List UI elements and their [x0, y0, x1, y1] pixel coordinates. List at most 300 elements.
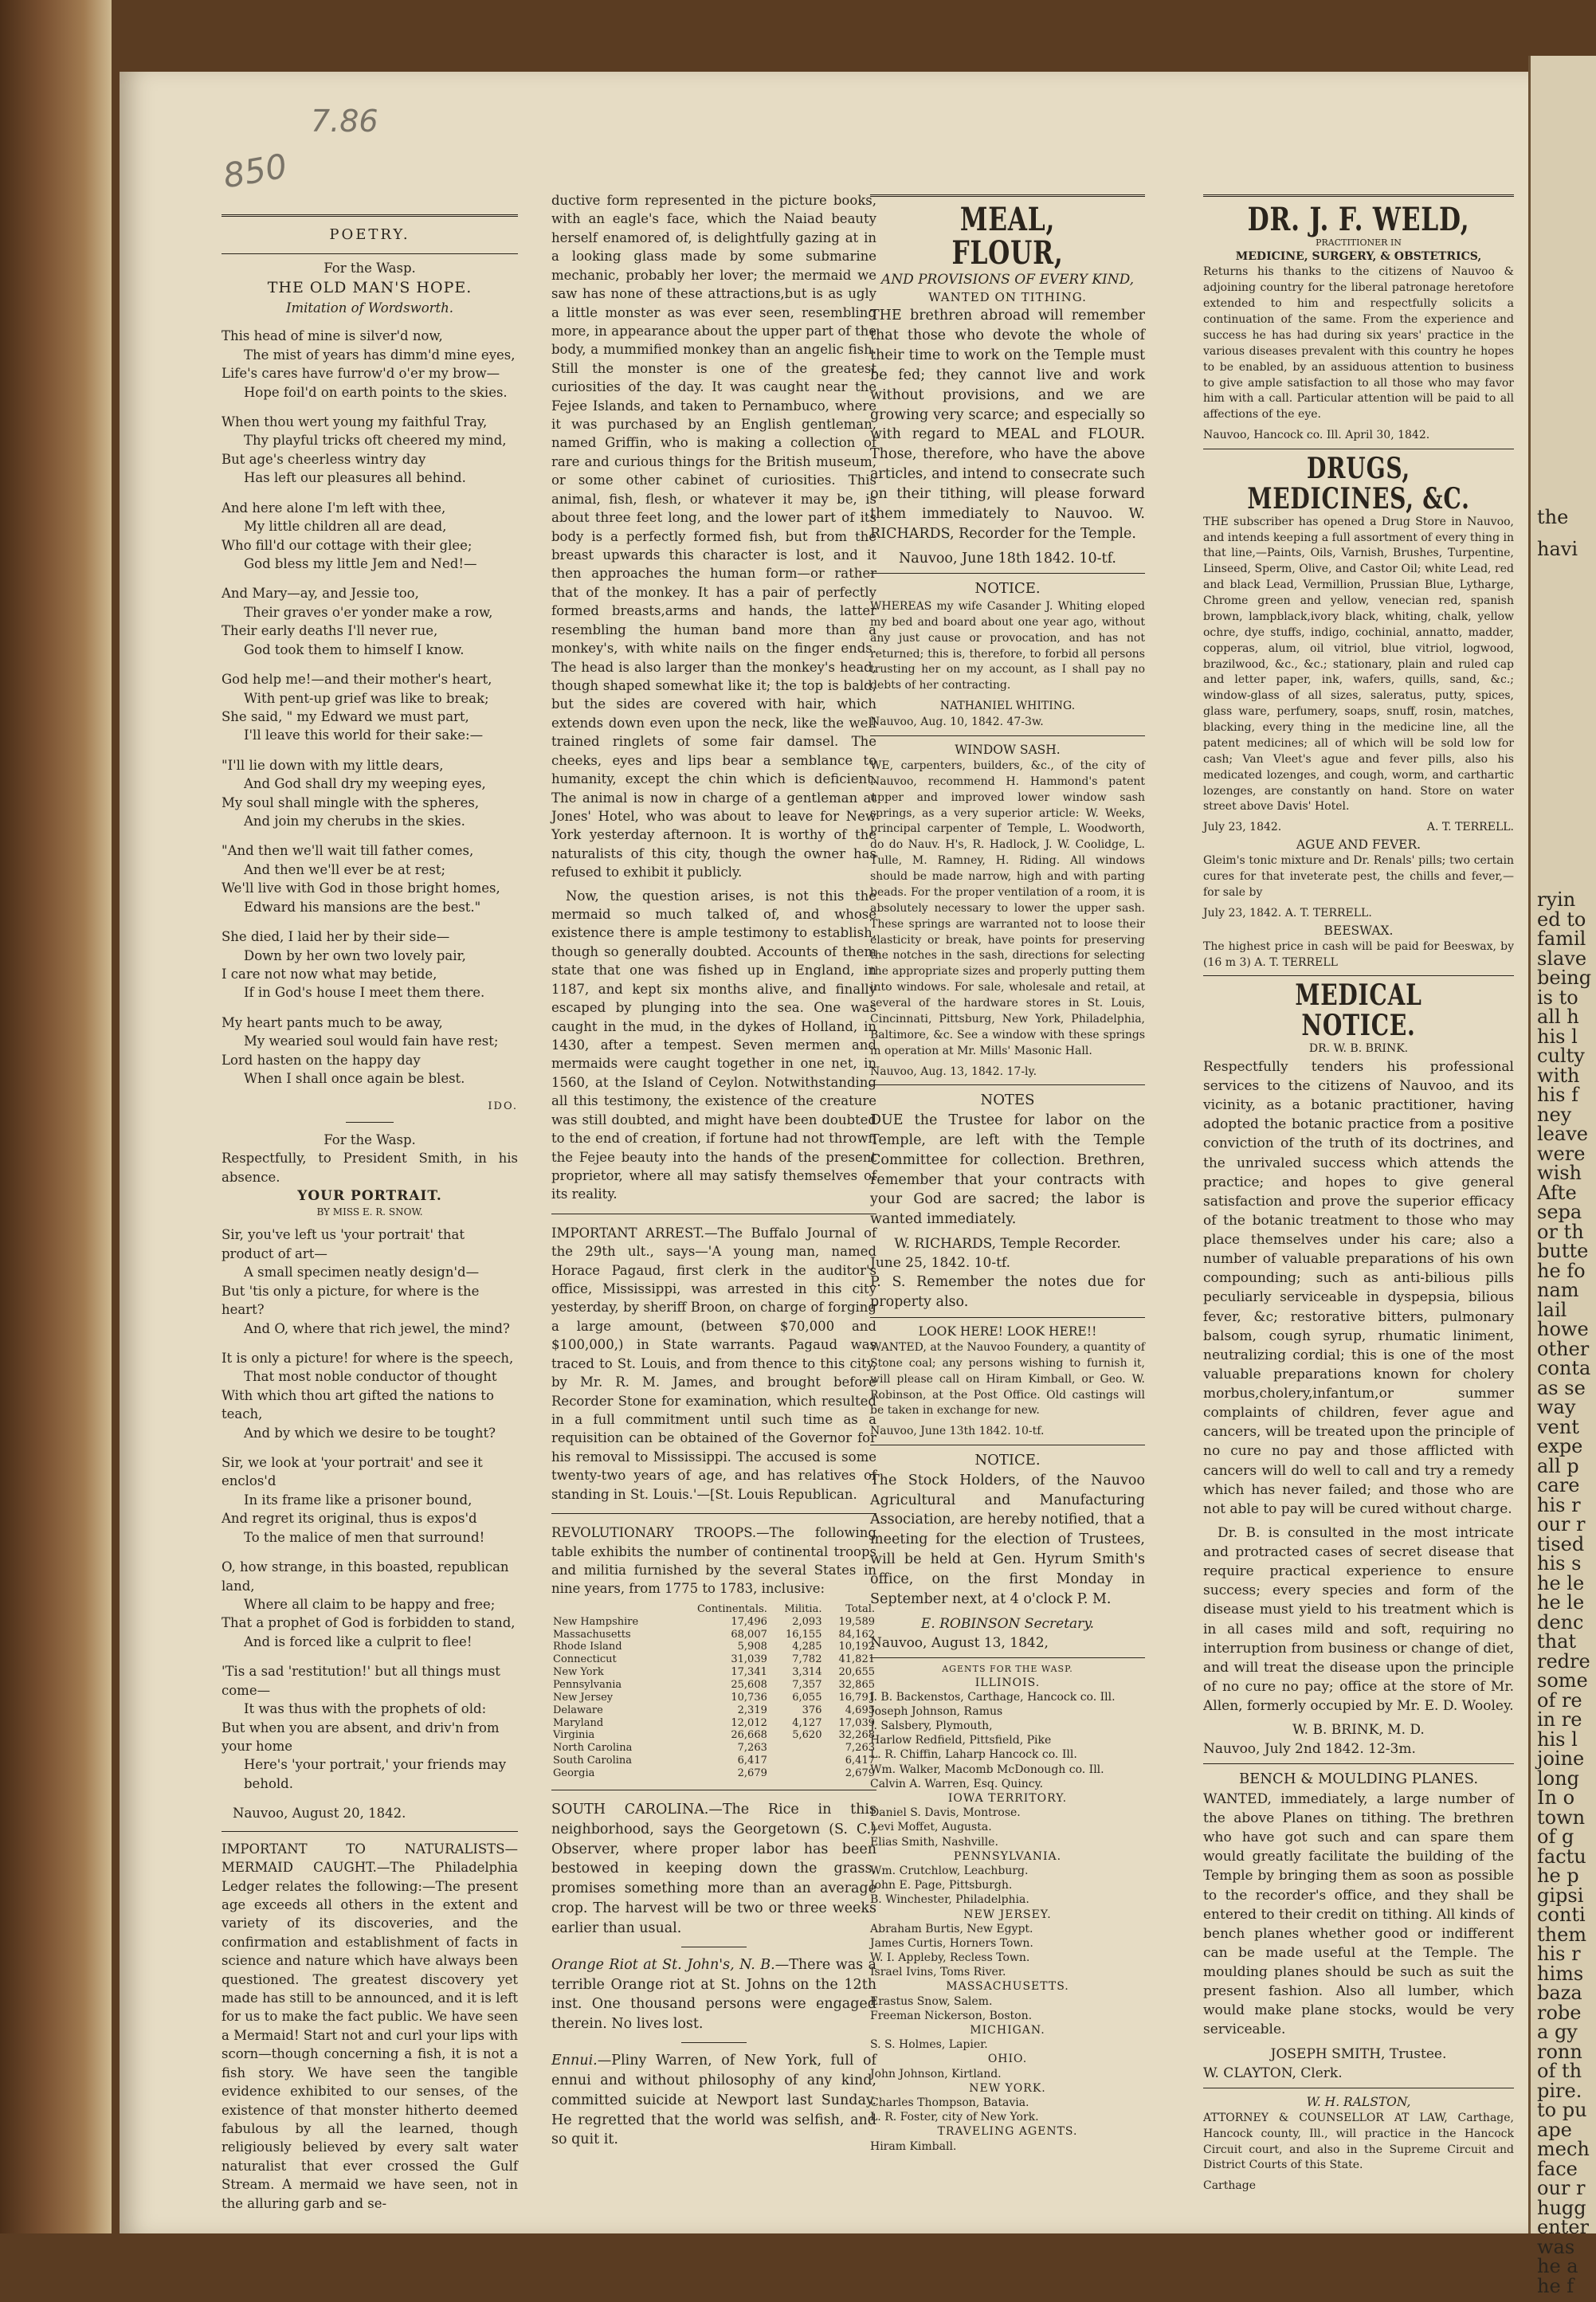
adjacent-page-text-fragment: way [1537, 1396, 1576, 1418]
ad-drugs-date-text: July 23, 1842. [1203, 821, 1282, 834]
poem-line: God bless my little Jem and Ned!— [244, 556, 477, 571]
adjacent-page-text-fragment: hugg [1537, 2196, 1586, 2219]
divider [681, 2042, 747, 2043]
column-news [551, 191, 876, 2227]
troops-table-cell: 10,736 [731, 1691, 767, 1704]
adjacent-page-text-fragment: of g [1537, 1826, 1574, 1848]
ad-weld-heading: DR. J. F. WELD, [1247, 201, 1470, 238]
adjacent-page-text-fragment: ronn [1537, 2040, 1582, 2063]
ad-medical-body: Respectfully tenders his professional services to the citizens of Nauvoo, and its vicinity, as a botanic practitioner, having adopted the botanic practice from a positive conviction of the truth of its doctrines, and the unrivaled success which attends the practice; and hopes to give general satisfaction and prove the superior efficacy of the botanic treatment to those who may place themselves under his care; also a number of valuable preparations of his own compounding; such as anti-bilious pills peculiarly serviceable in dyspepsia, bilious fever, &c; restorative bitters, pulmonary balsom, cough syrup, rhumatic liniment, neutralizing cordial; this is one of the most valuable preparations known for cholery morbus,cholery,infantum,or summer complaints of children, fever ague and cancers, will be treated upon the principle of no cure no pay and those afflicted with cancers will do well to call and try a remedy which has never failed; and those who are not able to pay will be cured without charge. [1203, 1058, 1514, 1517]
poem-line: And then we'll ever be at rest; [244, 861, 446, 877]
ad-medical-body2: Dr. B. is consulted in the most intricate and protracted cases of secret disease that require practical experience to ensure success; every species and form of the disease must yield to his treatment which is in all cases mild and soft, requiring no interruption from business or change of diet, and will treat the disease upon the principle of no cure no pay; office at the store of Mr. Allen, formerly occupied by Mr. E. D. Wooley. [1203, 1524, 1514, 1715]
poem-line: Has left our pleasures all behind. [244, 470, 466, 486]
adjacent-page-text-fragment: he le [1537, 1591, 1585, 1614]
adjacent-page-text-fragment: conta [1537, 1357, 1591, 1379]
agents-item: Israel Ivins, Toms River. [870, 1966, 1006, 1979]
adjacent-page-text-fragment: is to [1537, 986, 1578, 1009]
adjacent-page-text-fragment: our r [1537, 2177, 1586, 2199]
troops-table-cell: 84,162 [838, 1628, 875, 1641]
adjacent-page-text-fragment: were [1537, 1142, 1586, 1165]
ad-meal-date: Nauvoo, June 18th 1842. 10-tf. [898, 550, 1116, 567]
troops-table-cell: 17,039 [838, 1716, 875, 1729]
adjacent-page-text-fragment: with [1537, 1064, 1580, 1087]
adjacent-page-text-fragment: famil [1537, 927, 1586, 950]
troops-table-cell: 17,341 [731, 1666, 767, 1679]
troops-table-cell [769, 1767, 824, 1780]
troops-table-cell: Pennsylvania [553, 1678, 622, 1691]
poem-stanza [222, 327, 518, 402]
poem-stanza [222, 499, 518, 574]
troops-table-cell: 6,055 [792, 1691, 822, 1704]
adjacent-page-text-fragment: his l [1537, 1025, 1578, 1048]
adjacent-page-text-fragment: ape [1537, 2118, 1572, 2141]
poem-line: Here's 'your portrait,' your friends may behold. [244, 1757, 507, 1791]
divider [222, 253, 518, 254]
adjacent-page-text-fragment: ryin [1537, 888, 1576, 911]
troops-table-row [551, 1679, 876, 1692]
article-ennui-body: Pliny Warren, of New York, full of ennui and without philosophy of any kind, committed suicide at Newport last Sunday. He regretted that the world was selfish, and so quit it. [551, 2053, 876, 2148]
agents-state: OHIO. [987, 2053, 1028, 2066]
notice-stockholders-body: The Stock Holders, of the Nauvoo Agricultural and Manufacturing Association, are hereby notified, that a meeting for the election of Trustees, will be held at Gen. Hyrum Smith's office, on the first Monday in September next, at 4 o'clock P. M. [870, 1472, 1145, 1607]
agents-state: NEW JERSEY. [963, 1908, 1052, 1921]
adjacent-page-text-fragment: lail [1537, 1298, 1567, 1321]
poem-line: "And then we'll wait till father comes, [222, 843, 474, 859]
poem-line: God help me!—and their mother's heart, [222, 672, 492, 688]
poem-line: But age's cheerless wintry day [222, 451, 426, 467]
adjacent-page-text-fragment: or th [1537, 1220, 1584, 1243]
adjacent-page-text-fragment: as se [1537, 1376, 1586, 1399]
poem-line: My soul shall mingle with the spheres, [222, 794, 480, 810]
poem-line: And is forced like a culprit to flee! [244, 1633, 473, 1649]
poem2-dedication: Respectfully, to President Smith, in his absence. [222, 1151, 518, 1185]
agents-heading: AGENTS FOR THE WASP. [942, 1663, 1073, 1674]
adjacent-page-text-fragment: vent [1537, 1415, 1579, 1438]
article-ennui [551, 2051, 876, 2150]
ad-medical-signature: W. B. BRINK, M. D. [1292, 1722, 1425, 1739]
troops-table-cell: Virginia [553, 1729, 595, 1742]
troops-table-cell: 2,679 [845, 1767, 875, 1779]
adjacent-page-text-fragment: other [1537, 1337, 1590, 1360]
adjacent-page-text-fragment: leave [1537, 1123, 1588, 1145]
agents-item: Calvin A. Warren, Esq. Quincy. [870, 1777, 1044, 1790]
ad-ralston-body: ATTORNEY & COUNSELLOR AT LAW, Carthage, Hancock county, Ill., will practice in the Hancock Circuit court, and also in the Supreme Circuit and District Courts of this State. [1203, 2111, 1514, 2172]
troops-table-cell: 20,655 [838, 1666, 875, 1679]
adjacent-page-text-fragment: denc [1537, 1610, 1584, 1633]
troops-table-cell: 16,155 [785, 1628, 822, 1641]
agents-state: PENNSYLVANIA. [953, 1849, 1062, 1863]
troops-col-header: Total. [845, 1602, 875, 1615]
adjacent-page-text-fragment: havi [1537, 538, 1578, 560]
adjacent-page-text-fragment: of re [1537, 1688, 1582, 1712]
ad-weld-sub: PRACTITIONER IN [1316, 237, 1402, 248]
adjacent-page-text-fragment: of th [1537, 2060, 1582, 2082]
poem2-date: Nauvoo, August 20, 1842. [233, 1806, 406, 1822]
adjacent-page-text-fragment: his l [1537, 1727, 1578, 1751]
poem-old-mans-hope [222, 327, 518, 1088]
poem2-author: BY MISS E. R. SNOW. [316, 1206, 423, 1218]
troops-table-cell [769, 1742, 824, 1755]
troops-table-cell: 5,620 [792, 1729, 822, 1742]
troops-table-row [551, 1767, 876, 1780]
troops-table-cell: 26,668 [731, 1729, 767, 1742]
notes-signature: W. RICHARDS, Temple Recorder. [894, 1236, 1121, 1253]
adjacent-page-text-fragment: his r [1537, 1493, 1581, 1516]
ad-window-sash-heading: WINDOW SASH. [955, 742, 1061, 757]
adjacent-page-text-fragment: his s [1537, 1552, 1582, 1575]
agents-item: J. Salsbery, Plymouth, [870, 1720, 993, 1733]
poem-signature: IDO. [488, 1100, 518, 1112]
column-notices [870, 191, 1145, 2227]
poem-line: I'll leave this world for their sake:— [244, 727, 484, 743]
troops-table-cell: 32,865 [838, 1678, 875, 1691]
adjacent-page-text-fragment: town [1537, 1806, 1586, 1829]
adjacent-page-text-fragment: slave [1537, 947, 1587, 970]
adjacent-page-text-fragment: butte [1537, 1240, 1589, 1262]
adjacent-page-text-fragment: In o [1537, 1786, 1575, 1809]
troops-table-cell: 32,268 [838, 1729, 875, 1742]
ad-bench-planes-clerk: W. CLAYTON, Clerk. [1203, 2065, 1343, 2081]
agents-item: L. R. Foster, city of New York. [870, 2111, 1039, 2124]
divider [222, 1831, 518, 1832]
ad-weld-date: Nauvoo, Hancock co. Ill. April 30, 1842. [1203, 429, 1430, 442]
ad-meal-body: THE brethren abroad will remember that those who devote the whole of their time to work on the Temple must be fed; they cannot live and work without provisions, and we are growing very scarce; and especially so with regard to MEAL and FLOUR. Those, therefore, who have the above articles, and intend to consecrate such on their tithing, will please forward them immediately to Nauvoo. W. RICHARDS, Recorder for the Temple. [870, 308, 1146, 542]
ad-ralston-date: Carthage [1203, 2179, 1256, 2193]
troops-table-cell: 5,908 [737, 1641, 767, 1653]
troops-table-cell: Georgia [553, 1767, 595, 1779]
adjacent-page-text-fragment: expe [1537, 1435, 1583, 1457]
ad-drugs-date [1203, 820, 1514, 836]
poem-line: My heart pants much to be away, [222, 1014, 443, 1030]
troops-table-cell: North Carolina [553, 1742, 633, 1755]
poem-line: Edward his mansions are the best." [244, 899, 481, 915]
article-south-carolina: SOUTH CAROLINA.—The Rice in this neighborhood, says the Georgetown (S. C.) Observer, where proper labor has been bestowed in keeping down the grass, promises something more than an average crop. The harvest will be two or three weeks earlier than usual. [551, 1801, 876, 1936]
ad-weld-sub2: MEDICINE, SURGERY, & OBSTETRICS, [1235, 249, 1482, 263]
book-binding [0, 0, 112, 2233]
poem-line: Their graves o'er yonder make a row, [244, 604, 493, 620]
poem-line: And regret its original, thus is expos'd [222, 1511, 477, 1527]
agents-item: S. S. Holmes, Lapier. [870, 2038, 988, 2052]
notes-body: DUE the Trustee for labor on the Temple, are left with the Temple Committee for collection. Brethren, remember that your contracts with your God are sacred; the labor is wanted immediately. [870, 1112, 1145, 1228]
agents-item: Abraham Burtis, New Egypt. [870, 1922, 1033, 1935]
troops-table-cell: 4,127 [792, 1716, 822, 1729]
agents-item: Elias Smith, Nashville. [870, 1835, 998, 1849]
poem-line: And by which we desire to be tought? [244, 1425, 496, 1441]
poem-stanza [222, 413, 518, 488]
poem-stanza [222, 1226, 518, 1338]
ad-look-here-date: Nauvoo, June 13th 1842. 10-tf. [870, 1425, 1045, 1438]
article-mermaid-part3: Now, the question arises, is not this the mermaid so much talked of, and whose existence there is ample testimony to establish, though so generally doubted. Accounts of them state that one was fished up in England, in 1187, and kept six months alive, and finally escaped by plunging into the sea. One was caught in the mud, in the dykes of Holland, in 1430, after a tempest. Seven mermen and mermaids were caught together in one net, in 1560, at the Island of Ceylon. Notwithstanding all this testimony, the existence of the creature was still doubted, and might have been doubted to the end of creation, if fortune had not thrown the Fejee beauty into the hands of the present proprietor, where all may satisfy themselves of its reality. [551, 888, 876, 1202]
troops-table-cell: 10,192 [838, 1641, 875, 1653]
divider [870, 1657, 1145, 1658]
poem-line: O, how strange, in this boasted, republican land, [222, 1559, 509, 1594]
poem-line: She said, " my Edward we must part, [222, 708, 469, 724]
agents-state: TRAVELING AGENTS. [937, 2125, 1078, 2139]
agents-state: MICHIGAN. [970, 2024, 1045, 2037]
adjacent-page-edge [1528, 56, 1596, 2297]
agents-item: Wm. Walker, Macomb McDonough co. Ill. [870, 1763, 1104, 1776]
notes-date: June 25, 1842. 10-tf. [870, 1255, 1010, 1272]
poem-line: With which thou art gifted the nations to teach, [222, 1387, 494, 1422]
troops-table-cell: 2,679 [737, 1767, 767, 1779]
poem-stanza [222, 841, 518, 916]
troops-table-row [551, 1717, 876, 1730]
troops-table-cell: 7,263 [845, 1742, 875, 1755]
poem-line: But when you are absent, and driv'n from your home [222, 1720, 500, 1754]
troops-table-cell: 4,695 [845, 1704, 875, 1716]
troops-table-row [551, 1666, 876, 1679]
troops-table-cell: 68,007 [731, 1628, 767, 1641]
adjacent-page-text-fragment: he p [1537, 1865, 1579, 1887]
adjacent-page-text-fragment: in re [1537, 1708, 1582, 1731]
poem-stanza [222, 1014, 518, 1088]
divider [346, 1122, 394, 1123]
agents-item: Wm. Crutchlow, Leachburg. [870, 1864, 1029, 1877]
ad-window-sash-body: WE, carpenters, builders, &c., of the city of Nauvoo, recommend H. Hammond's patent upper and improved lower window sash springs, as a very superior article: W. Weeks, principal carpenter of Temple, L. Woodworth, do do Nauv. H's, R. Hadlock, J. W. Coolidge, L. Tulle, M. Ramney, H. Riding. All windows should be made narrow, high and with parting beads. For the proper ventilation of a room, it is absolutely necessary to lower the upper sash. These springs are warranted not to loose their elasticity or break, have points for preserving the notches in the sash, directions for selecting the appropriate sizes and properly putting them into windows. For sale, wholesale and retail, at several of the hardware stores in St. Louis, Cincinnati, Pittsburg, New York, Philadelphia, Baltimore, &c. See a window with these springs in operation at Mr. Mills' Masonic Hall. [870, 759, 1145, 1057]
ad-ague-body: Gleim's tonic mixture and Dr. Renals' pills; two certain cures for that inveterate pest, the chills and fever,—for sale by [1203, 854, 1514, 899]
troops-table-cell: 376 [802, 1704, 822, 1716]
poem-stanza [222, 670, 518, 745]
ad-meal-subheading: AND PROVISIONS OF EVERY KIND, [880, 272, 1135, 288]
poem-line: She died, I laid her by their side— [222, 929, 450, 945]
article-orange-riot [551, 1955, 876, 2034]
poem-line: Sir, we look at 'your portrait' and see it enclos'd [222, 1455, 483, 1489]
troops-table-cell: South Carolina [553, 1755, 633, 1767]
column-poetry [222, 211, 518, 2251]
agents-item: Hiram Kimball. [870, 2139, 957, 2153]
poem-line: And join my cherubs in the skies. [244, 814, 465, 829]
poem-line: With pent-up grief was like to break; [244, 690, 489, 706]
adjacent-page-text-fragment: nam [1537, 1279, 1579, 1301]
notice-stockholders-heading: NOTICE. [974, 1452, 1041, 1469]
ad-drugs-body: THE subscriber has opened a Drug Store in Nauvoo, and intends keeping a full assortment of every thing in that line,—Paints, Oils, Varnish, Brushes, Turpentine, Linseed, Sperm, Olive, and Castor Oil; white Lead, red and black Lead, Vermillion, Prussian Blue, Lytharge, Chrome green and yellow, venecian red, spanish brown, lampblack,ivory black, whiting, chalk, yellow ochre, dye stuffs, indigo, cochinial, annatto, madder, copperas, alum, oil vitriol, blue vitriol, logwood, brazilwood, &c., &c.; stationary, plain and ruled cap and letter paper, ink, wafers, quills, sand, &c.; window-glass of all sizes, saleratus, putty, spices, glass ware, perfumery, soaps, snuff, rosin, matches, blacking, every thing in the medicine line, all the patent medicines; all of which will be sold low for cash; Van Vleet's ague and fever pills, also his medicated lozenges, and cough, worm, and carthartic lozenges, are constantly on hand. Store on water street above Davis' Hotel. [1203, 515, 1514, 814]
divider [870, 1084, 1145, 1085]
poem-your-portrait [222, 1226, 518, 1793]
poem-line: That most noble conductor of thought [244, 1369, 497, 1385]
troops-table-row [551, 1692, 876, 1704]
adjacent-page-text-fragment: gipsi [1537, 1884, 1584, 1907]
troops-table-row [551, 1704, 876, 1717]
adjacent-page-text-fragment: enter [1537, 2216, 1589, 2238]
ad-ralston-heading: W. H. RALSTON, [1306, 2094, 1411, 2109]
ad-medical-doctor: DR. W. B. BRINK. [1308, 1042, 1409, 1056]
troops-table-cell: Delaware [553, 1704, 603, 1716]
divider [870, 1317, 1145, 1318]
poem-line: Who fill'd our cottage with their glee; [222, 537, 473, 553]
agents-state: MASSACHUSETTS. [946, 1980, 1069, 1994]
agents-item: Daniel S. Davis, Montrose. [870, 1806, 1021, 1820]
troops-table-cell: 7,357 [792, 1678, 822, 1691]
ad-ague-heading: AGUE AND FEVER. [1296, 837, 1421, 853]
agents-item: Joseph Johnson, Ramus [870, 1704, 1003, 1718]
poem-stanza [222, 1453, 518, 1547]
ad-medical-notice-heading: MEDICAL NOTICE. [1295, 978, 1422, 1043]
adjacent-page-text-fragment: long [1537, 1767, 1579, 1790]
ad-window-sash-date: Nauvoo, Aug. 13, 1842. 17-ly. [870, 1065, 1037, 1078]
troops-table-row [551, 1729, 876, 1742]
adjacent-page-text-fragment: a gy [1537, 2021, 1578, 2043]
poem-line: In its frame like a prisoner bound, [244, 1492, 473, 1508]
troops-table-cell: Maryland [553, 1716, 604, 1729]
notes-ps: P. S. Remember the notes due for property also. [870, 1274, 1145, 1311]
ad-beeswax-body: The highest price in cash will be paid for Beeswax, by (16 m 3) A. T. TERRELL [1203, 939, 1514, 969]
adjacent-page-text-fragment: baza [1537, 1982, 1582, 2004]
agents-item: John E. Page, Pittsburgh. [870, 1879, 1013, 1892]
troops-table-row [551, 1629, 876, 1641]
ad-bench-planes-body: WANTED, immediately, a large number of the above Planes on tithing. The brethren who have got such and can spare them would greatly facilitate the building of the Temple by bringing them as soon as possible to the recorder's office, and they shall be entered to their credit on tithing. All kinds of bench planes whether good or indifferent can be made useful at the Temple. The moulding planes should be such as suit the present fashion. Also all lumber, which would make plane stocks, would be very serviceable. [1203, 1790, 1514, 2038]
poem-line: Hope foil'd on earth points to the skies. [244, 384, 508, 400]
troops-table-cell: New York [553, 1666, 604, 1679]
poem-line: "I'll lie down with my little dears, [222, 757, 444, 773]
poem-line: We'll live with God in those bright homes, [222, 880, 500, 896]
troops-table-row [551, 1616, 876, 1629]
adjacent-page-text-fragment: was [1537, 2235, 1575, 2258]
notice-stockholders-signature: E. ROBINSON Secretary. [920, 1615, 1095, 1632]
ad-meal-flour-heading: MEAL, FLOUR, [951, 201, 1064, 272]
ad-bench-planes-heading: BENCH & MOULDING PLANES. [1238, 1771, 1479, 1788]
troops-table-cell: 17,496 [731, 1615, 767, 1628]
adjacent-page-text-fragment: face [1537, 2157, 1578, 2180]
troops-table-cell: 19,589 [838, 1615, 875, 1628]
agents-state: IOWA TERRITORY. [947, 1792, 1068, 1806]
ad-beeswax-heading: BEESWAX. [1323, 923, 1394, 938]
troops-table-cell: 4,285 [792, 1641, 822, 1653]
pencil-mark-top: 7.86 [311, 104, 378, 139]
poem-line: The mist of years has dimm'd mine eyes, [244, 347, 516, 363]
poem-line: My wearied soul would fain have rest; [244, 1033, 499, 1049]
divider [870, 735, 1145, 736]
adjacent-page-text-fragment: redre [1537, 1649, 1590, 1673]
troops-table-cell: 16,791 [838, 1691, 875, 1704]
adjacent-page-text-fragment: his f [1537, 1084, 1578, 1106]
adjacent-page-text-fragment: sepa [1537, 1201, 1582, 1223]
poem-stanza [222, 1558, 518, 1651]
adjacent-page-text-fragment: he f [1537, 2274, 1574, 2297]
divider [551, 1513, 876, 1514]
adjacent-page-text-fragment: he le [1537, 1571, 1585, 1594]
poem-for: For the Wasp. [324, 260, 416, 276]
poem-line: I care not now what may betide, [222, 967, 437, 982]
troops-col-header: Militia. [784, 1602, 822, 1615]
poem-stanza [222, 1662, 518, 1793]
adjacent-page-text-fragment: he a [1537, 2255, 1578, 2277]
poem-line: It was thus with the prophets of old: [244, 1701, 487, 1717]
poem-title: THE OLD MAN'S HOPE. [267, 278, 473, 296]
poem-line: And O, where that rich jewel, the mind? [244, 1320, 510, 1336]
article-ennui-heading: Ennui.— [551, 2053, 612, 2069]
poem-line: To the malice of men that surround! [244, 1529, 485, 1545]
poem-stanza [222, 584, 518, 659]
poem-line: And Mary—ay, and Jessie too, [222, 586, 419, 602]
article-mermaid-part2: ductive form represented in the picture books, with an eagle's face, which the Naiad beauty herself enamored of, is delightfully gazing at in a looking glass made by some submarine mechanic, probably her lover; the mermaid we saw has none of these attractions,but is as ugly a little monster as was ever seen, resembling more, in appearance about the upper part of the body, a mummified monkey than an angelic fish. Still the monster is one of the greatest curiosities of the day. It was caught near the Fejee Islands, and taken to Pernambuco, where it was purchased by an English gentleman, named Griffin, who is making a collection of rare and curious things for the British museum, or some other cabinet of curiosities. This animal, fish, flesh, or whatever it may be, is about three feet long, and the lower part of its body is a perfectly formed fish, but from the breast upwards this character is lost, and it then approaches the human form—or rather that of the monkey. It has a pair of perfectly formed breasts,arms and hands, the latter resembling the human band more than a monkey's, with white nails on the finger ends. The head is also larger than the monkey's head, though shaped somewhat like it; the top is bald, but the sides are covered with hair, which extends down even upon the neck, like the well trained ringlets of some fair damsel. The cheeks, eyes and lips bear a semblance to humanity, except the chin which is deficient. The animal is now in charge of a gentleman at Jones' Hotel, who was about to leave for New York yesterday afternoon. It is worthy of the naturalists of this city, though the owner has refused to exhibit it publicly. [551, 193, 876, 880]
adjacent-page-text-fragment: he fo [1537, 1259, 1586, 1282]
adjacent-page-text-fragment: conti [1537, 1904, 1586, 1926]
notice-stockholders-date: Nauvoo, August 13, 1842, [870, 1634, 1049, 1651]
poem-line: My little children all are dead, [244, 519, 447, 535]
ad-ague-date: July 23, 1842. A. T. TERRELL. [1203, 906, 1372, 920]
troops-table-cell: New Jersey [553, 1691, 614, 1704]
poem2-title: YOUR PORTRAIT. [297, 1188, 442, 1205]
troops-table-cell: New Hampshire [553, 1615, 639, 1628]
agents-state: ILLINOIS. [974, 1676, 1041, 1689]
notice-whiting-heading: NOTICE. [974, 580, 1041, 598]
troops-table-cell: 31,039 [731, 1653, 767, 1666]
troops-table-cell: 7,782 [792, 1653, 822, 1666]
troops-table-cell: 7,263 [737, 1742, 767, 1755]
troops-table-cell: 12,012 [731, 1716, 767, 1729]
poem-line: When I shall once again be blest. [244, 1071, 465, 1087]
troops-table-header [551, 1603, 876, 1616]
poem-line: Their early deaths I'll never rue, [222, 623, 438, 639]
agents-item: Harlow Redfield, Pittsfield, Pike [870, 1734, 1052, 1747]
troops-table-cell: 6,417 [737, 1755, 767, 1767]
poem-line: When thou wert young my faithful Tray, [222, 414, 488, 430]
ad-weld-body: Returns his thanks to the citizens of Nauvoo & adjoining country for the liberal patronage heretofore extended to him and respectfully solicits a continuation of the same. From the experience and success he has had during six years' practice in the various diseases prevalent with this country he hopes to be enabled, by an assiduous attention to business to give ample satisfaction to all those who may favor him with a call. Particular attention will be paid to all affections of the eye. [1203, 265, 1514, 422]
adjacent-page-text-fragment: mech [1537, 2138, 1590, 2160]
notice-whiting-body: WHEREAS my wife Casander J. Whiting eloped my bed and board about one year ago, without any just cause or provocation, and has not returned; this is, therefore, to forbid all persons trusting her on my account, as I shall pay no debts of her contracting. [870, 599, 1145, 692]
poem-stanza [222, 927, 518, 1002]
troops-table-row [551, 1755, 876, 1767]
ad-drugs-heading: DRUGS, MEDICINES, &C. [1247, 452, 1470, 516]
poem-line: And here alone I'm left with thee, [222, 500, 446, 516]
article-important-arrest: IMPORTANT ARREST.—The Buffalo Journal of the 29th ult., says—'A young man, named Horace Pagaud, first clerk in the auditor's office, Mississippi, was arrested in this city yesterday, by sheriff Broon, on charge of forging a large amount, (between $70,000 and $100,000,) in State warrants. Pagaud was traced to St. Louis, and from thence to this city, by Mr. R. M. James, and brought before Recorder Stone for examination, which resulted in a full commitment until such time as a requisition can be obtained of the Governor for his removal to Mississippi. The accused is some twenty-two years of age, and has relatives of standing in St. Louis.'—[St. Louis Republican. [551, 1225, 876, 1502]
poem-stanza [222, 756, 518, 831]
divider [1203, 975, 1514, 976]
adjacent-page-text-fragment: pire. [1537, 2079, 1582, 2102]
poem-line: Where all claim to be happy and free; [244, 1597, 496, 1613]
newspaper-page [120, 72, 1528, 2233]
poem-line: Lord hasten on the happy day [222, 1052, 421, 1068]
adjacent-page-text-fragment: all h [1537, 1006, 1579, 1028]
divider [1203, 194, 1514, 197]
ad-look-here-body: WANTED, at the Nauvoo Foundery, a quantity of Stone coal; any persons wishing to furnish it, will please call on Hiram Kimball, or Geo. W. Robinson, at the Post Office. Old castings will be taken in exchange for new. [870, 1340, 1145, 1418]
agents-list [870, 1676, 1145, 2154]
troops-table-cell: 41,821 [838, 1653, 875, 1666]
poem-line: That a prophet of God is forbidden to stand, [222, 1615, 516, 1631]
section-heading-poetry: POETRY. [329, 226, 410, 243]
troops-table-cell: Rhode Island [553, 1641, 622, 1653]
adjacent-page-text-fragment: joine [1537, 1747, 1585, 1770]
adjacent-page-text-fragment: the [1537, 506, 1569, 528]
divider [870, 573, 1145, 574]
adjacent-page-text-fragment: Afte [1537, 1181, 1577, 1204]
column-advertisements [1203, 191, 1514, 2227]
adjacent-page-text-fragment: culty [1537, 1045, 1585, 1067]
poem2-for: For the Wasp. [324, 1132, 416, 1147]
adjacent-page-text-fragment: that [1537, 1630, 1577, 1653]
adjacent-page-text-fragment: tised [1537, 1532, 1585, 1555]
poem-line: 'Tis a sad 'restitution!' but all things must come— [222, 1664, 500, 1698]
ad-medical-date: Nauvoo, July 2nd 1842. 12-3m. [1203, 1741, 1416, 1758]
notes-heading: NOTES [980, 1092, 1035, 1109]
adjacent-page-text-fragment: our r [1537, 1513, 1586, 1535]
poem-line: This head of mine is silver'd now, [222, 328, 443, 344]
troops-col-header: Continentals. [696, 1602, 767, 1615]
troops-table-cell: 25,608 [731, 1678, 767, 1691]
adjacent-page-text-fragment: robe [1537, 2001, 1582, 2024]
pencil-mark-side: 850 [220, 146, 290, 196]
poem-line: Life's cares have furrow'd o'er my brow— [222, 366, 500, 382]
notice-whiting-date: Nauvoo, Aug. 10, 1842. 47-3w. [870, 716, 1044, 729]
article-orange-riot-body: There was a terrible Orange riot at St. Johns on the 12th inst. One thousand persons were engaged therein. No lives lost. [551, 1956, 876, 2033]
article-mermaid-part1: IMPORTANT TO NATURALISTS—MERMAID CAUGHT.—The Philadelphia Ledger relates the following:—The present age exceeds all others in the extent and variety of its discoveries, and the confirmation and establishment of facts in science and nature which have always been questioned. The greatest discovery yet made has still to be announced, and it is left for us to make the fact public. We have seen a Mermaid! Start not and curl your lips with scorn—though concerning a fish, it is not a fish story. We have seen the tangible evidence exhibited to our senses, of the existence of that monster hitherto deemed fabulous by all the learned, though religiously believed by every salt water naturalist that ever crossed the Gulf Stream. A mermaid we have seen, not in the alluring garb and se- [222, 1841, 518, 2211]
poem-line: God took them to himself I know. [244, 641, 465, 657]
notice-whiting-signature: NATHANIEL WHITING. [939, 700, 1076, 713]
divider [222, 214, 518, 217]
troops-table-cell: 2,319 [737, 1704, 767, 1716]
troops-table-row [551, 1742, 876, 1755]
troops-table-row [551, 1641, 876, 1653]
poem-line: Down by her own two lovely pair, [244, 947, 466, 963]
